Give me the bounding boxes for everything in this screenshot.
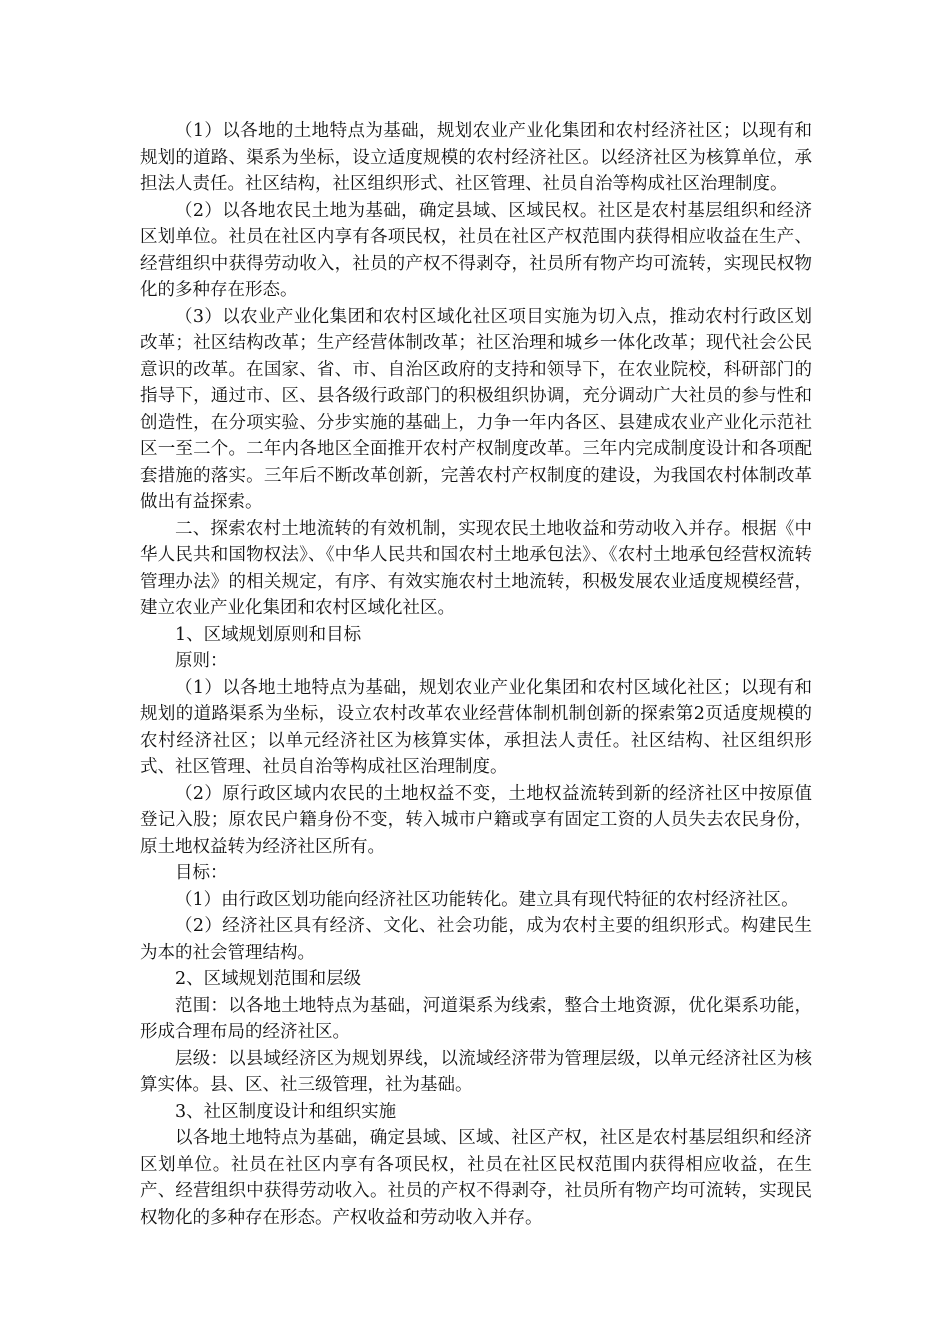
goal-1: （1）由行政区划功能向经济社区功能转化。建立具有现代特征的农村经济社区。 (175, 889, 799, 910)
document-page (140, 118, 812, 1231)
goal-2: （2）经济社区具有经济、文化、社会功能，成为农村主要的组织形式。构建民生为本的社会管理结构。 (140, 916, 812, 963)
label-goals: 目标： (175, 863, 228, 883)
paragraph-section-2: 二、探索农村土地流转的有效机制，实现农民土地收益和劳动收入并存。根据《中华人民共和国物权法》、《中华人民共和国农村土地承包法》、《农村土地承包经营权流转管理办法》的相关规定，有序、有效实施农村土地流转，积极发展农业适度规模经营，建立农业产业化集团和农村区域化社区。 (140, 518, 812, 618)
system-design-paragraph: 以各地土地特点为基础，确定县域、区域、社区产权，社区是农村基层组织和经济区划单位。社员在社区内享有各项民权，社员在社区民权范围内获得相应收益，在生产、经营组织中获得劳动收入。社员的产权不得剥夺，社员所有物产均可流转，实现民权物化的多种存在形态。产权收益和劳动收入并存。 (140, 1128, 812, 1228)
levels-paragraph: 层级：以县域经济区为规划界线，以流域经济带为管理层级，以单元经济社区为核算实体。县、区、社三级管理，社为基础。 (140, 1048, 812, 1095)
heading-planning-scope: 2、区域规划范围和层级 (175, 969, 362, 989)
principle-2: （2）原行政区域内农民的土地权益不变，土地权益流转到新的经济社区中按原值登记入股；原农民户籍身份不变，转入城市户籍或享有固定工资的人员失去农民身份，原土地权益转为经济社区所有。 (140, 783, 812, 857)
heading-system-design: 3、社区制度设计和组织实施 (175, 1101, 397, 1122)
paragraph-1: （1）以各地的土地特点为基础，规划农业产业化集团和农村经济社区；以现有和规划的道路、渠系为坐标，设立适度规模的农村经济社区。以经济社区为核算单位，承担法人责任。社区结构，社区组织形式、社区管理、社员自治等构成社区治理制度。 (140, 121, 812, 194)
heading-regional-planning-principles: 1、区域规划原则和目标 (175, 624, 362, 645)
label-principles: 原则： (175, 651, 228, 671)
paragraph-2: （2）以各地农民土地为基础，确定县域、区域民权。社区是农村基层组织和经济区划单位。社员在社区内享有各项民权，社员在社区产权范围内获得相应收益在生产、经营组织中获得劳动收入，社员的产权不得剥夺，社员所有物产均可流转，实现民权物化的多种存在形态。 (140, 200, 812, 300)
scope-paragraph: 范围：以各地土地特点为基础，河道渠系为线索，整合土地资源，优化渠系功能，形成合理布局的经济社区。 (140, 995, 812, 1042)
paragraph-3: （3）以农业产业化集团和农村区域化社区项目实施为切入点，推动农村行政区划改革；社区结构改革；生产经营体制改革；社区治理和城乡一体化改革；现代社会公民意识的改革。在国家、省、市、自治区政府的支持和领导下，在农业院校，科研部门的指导下，通过市、区、县各级行政部门的积极组织协调，充分调动广大社员的参与性和创造性，在分项实验、分步实施的基础上，力争一年内各区、县建成农业产业化示范社区一至二个。二年内各地区全面推开农村产权制度改革。三年内完成制度设计和各项配套措施的落实。三年后不断改革创新，完善农村产权制度的建设，为我国农村体制改革做出有益探索。 (140, 306, 812, 512)
principle-1: （1）以各地土地特点为基础，规划农业产业化集团和农村区域化社区；以现有和规划的道路渠系为坐标，设立农村改革农业经营体制机制创新的探索第2页适度规模的农村经济社区；以单元经济社区为核算实体，承担法人责任。社区结构、社区组织形式、社区管理、社员自治等构成社区治理制度。 (140, 677, 812, 777)
